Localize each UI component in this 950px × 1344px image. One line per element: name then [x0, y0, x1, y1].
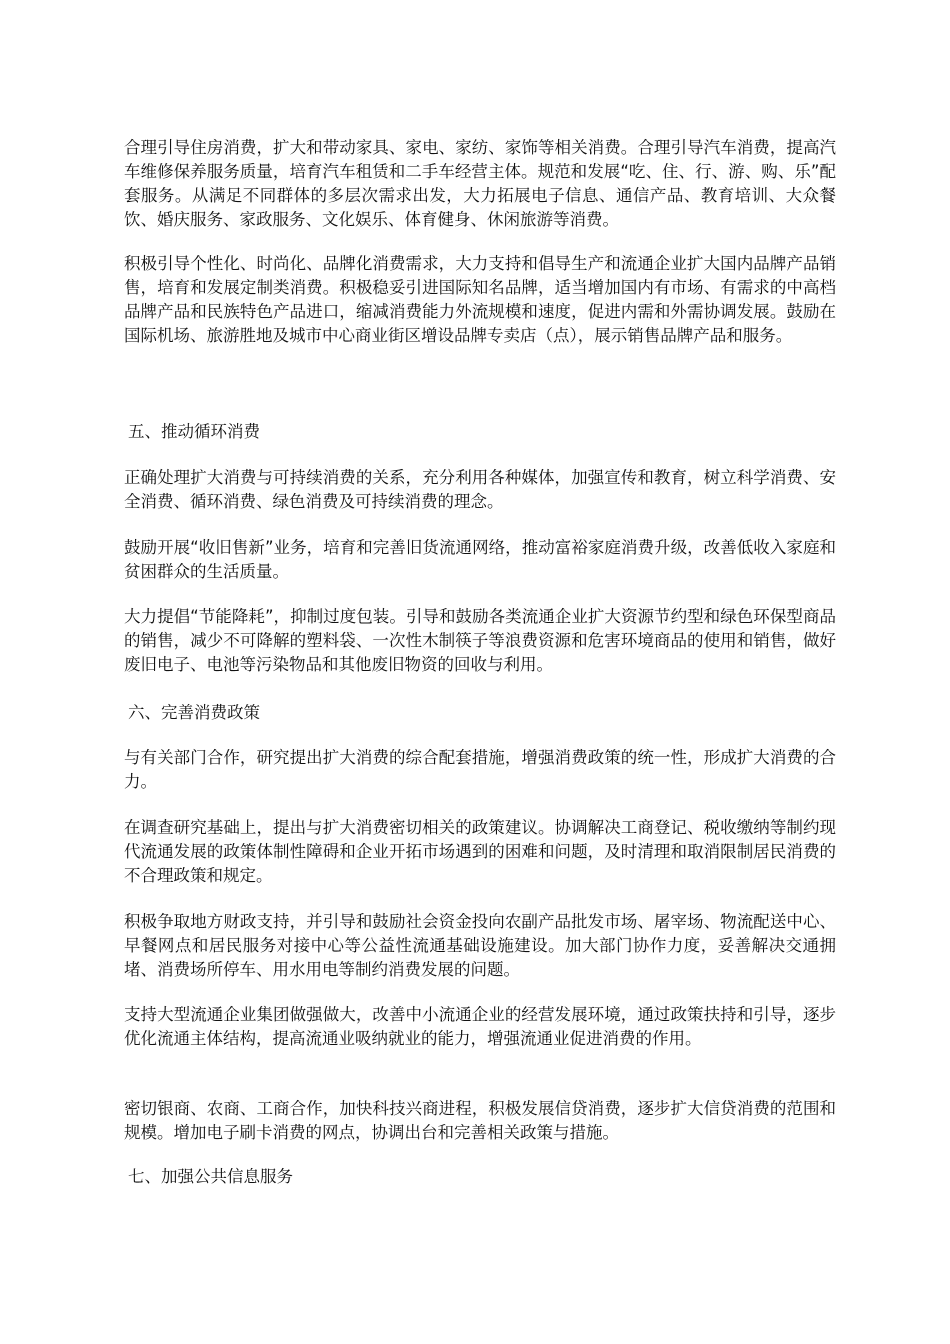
paragraph-brand-consumption: 积极引导个性化、时尚化、品牌化消费需求，大力支持和倡导生产和流通企业扩大国内品牌产品销售，培育和发展定制类消费。积极稳妥引进国际知名品牌，适当增加国内有市场、有需求的中高档品牌产品和民族特色产品进口，缩减消费能力外流规模和速度，促进内需和外需协调发展。鼓励在国际机场、旅游胜地及城市中心商业街区增设品牌专卖店（点），展示销售品牌产品和服务。: [124, 254, 836, 345]
section-heading-7: 七、加强公共信息服务: [128, 1167, 293, 1186]
paragraph-fiscal-support: 积极争取地方财政支持，并引导和鼓励社会资金投向农副产品批发市场、屠宰场、物流配送中心、早餐网点和居民服务对接中心等公益性流通基础设施建设。加大部门协作力度，妥善解决交通拥堵、消费场所停车、用水用电等制约消费发展的问题。: [124, 912, 836, 979]
paragraph-enterprise-support: 支持大型流通企业集团做强做大，改善中小流通企业的经营发展环境，通过政策扶持和引导，逐步优化流通主体结构，提高流通业吸纳就业的能力，增强流通业促进消费的作用。: [124, 1005, 836, 1048]
paragraph-policy-suggestions: 在调查研究基础上，提出与扩大消费密切相关的政策建议。协调解决工商登记、税收缴纳等制约现代流通发展的政策体制性障碍和企业开拓市场遇到的困难和问题，及时清理和取消限制居民消费的不合理政策和规定。: [124, 818, 836, 885]
paragraph-trade-in: 鼓励开展“收旧售新”业务，培育和完善旧货流通网络，推动富裕家庭消费升级，改善低收入家庭和贫困群众的生活质量。: [124, 538, 836, 581]
paragraph-housing-consumption: 合理引导住房消费，扩大和带动家具、家电、家纺、家饰等相关消费。合理引导汽车消费，提高汽车维修保养服务质量，培育汽车租赁和二手车经营主体。规范和发展“吃、住、行、游、购、乐”配套服务。从满足不同群体的多层次需求出发，大力拓展电子信息、通信产品、教育培训、大众餐饮、婚庆服务、家政服务、文化娱乐、体育健身、休闲旅游等消费。: [124, 138, 836, 229]
section-heading-6: 六、完善消费政策: [128, 703, 260, 722]
section-heading-5: 五、推动循环消费: [128, 422, 260, 441]
paragraph-energy-saving: 大力提倡“节能降耗”，抑制过度包装。引导和鼓励各类流通企业扩大资源节约型和绿色环保型商品的销售，减少不可降解的塑料袋、一次性木制筷子等浪费资源和危害环境商品的使用和销售，做好废旧电子、电池等污染物品和其他废旧物资的回收与利用。: [124, 607, 836, 674]
paragraph-sustainable-consumption: 正确处理扩大消费与可持续消费的关系，充分利用各种媒体，加强宣传和教育，树立科学消费、安全消费、循环消费、绿色消费及可持续消费的理念。: [124, 468, 836, 511]
paragraph-cooperation: 与有关部门合作，研究提出扩大消费的综合配套措施，增强消费政策的统一性，形成扩大消费的合力。: [124, 748, 836, 791]
paragraph-credit-consumption: 密切银商、农商、工商合作，加快科技兴商进程，积极发展信贷消费，逐步扩大信贷消费的范围和规模。增加电子刷卡消费的网点，协调出台和完善相关政策与措施。: [124, 1099, 836, 1142]
